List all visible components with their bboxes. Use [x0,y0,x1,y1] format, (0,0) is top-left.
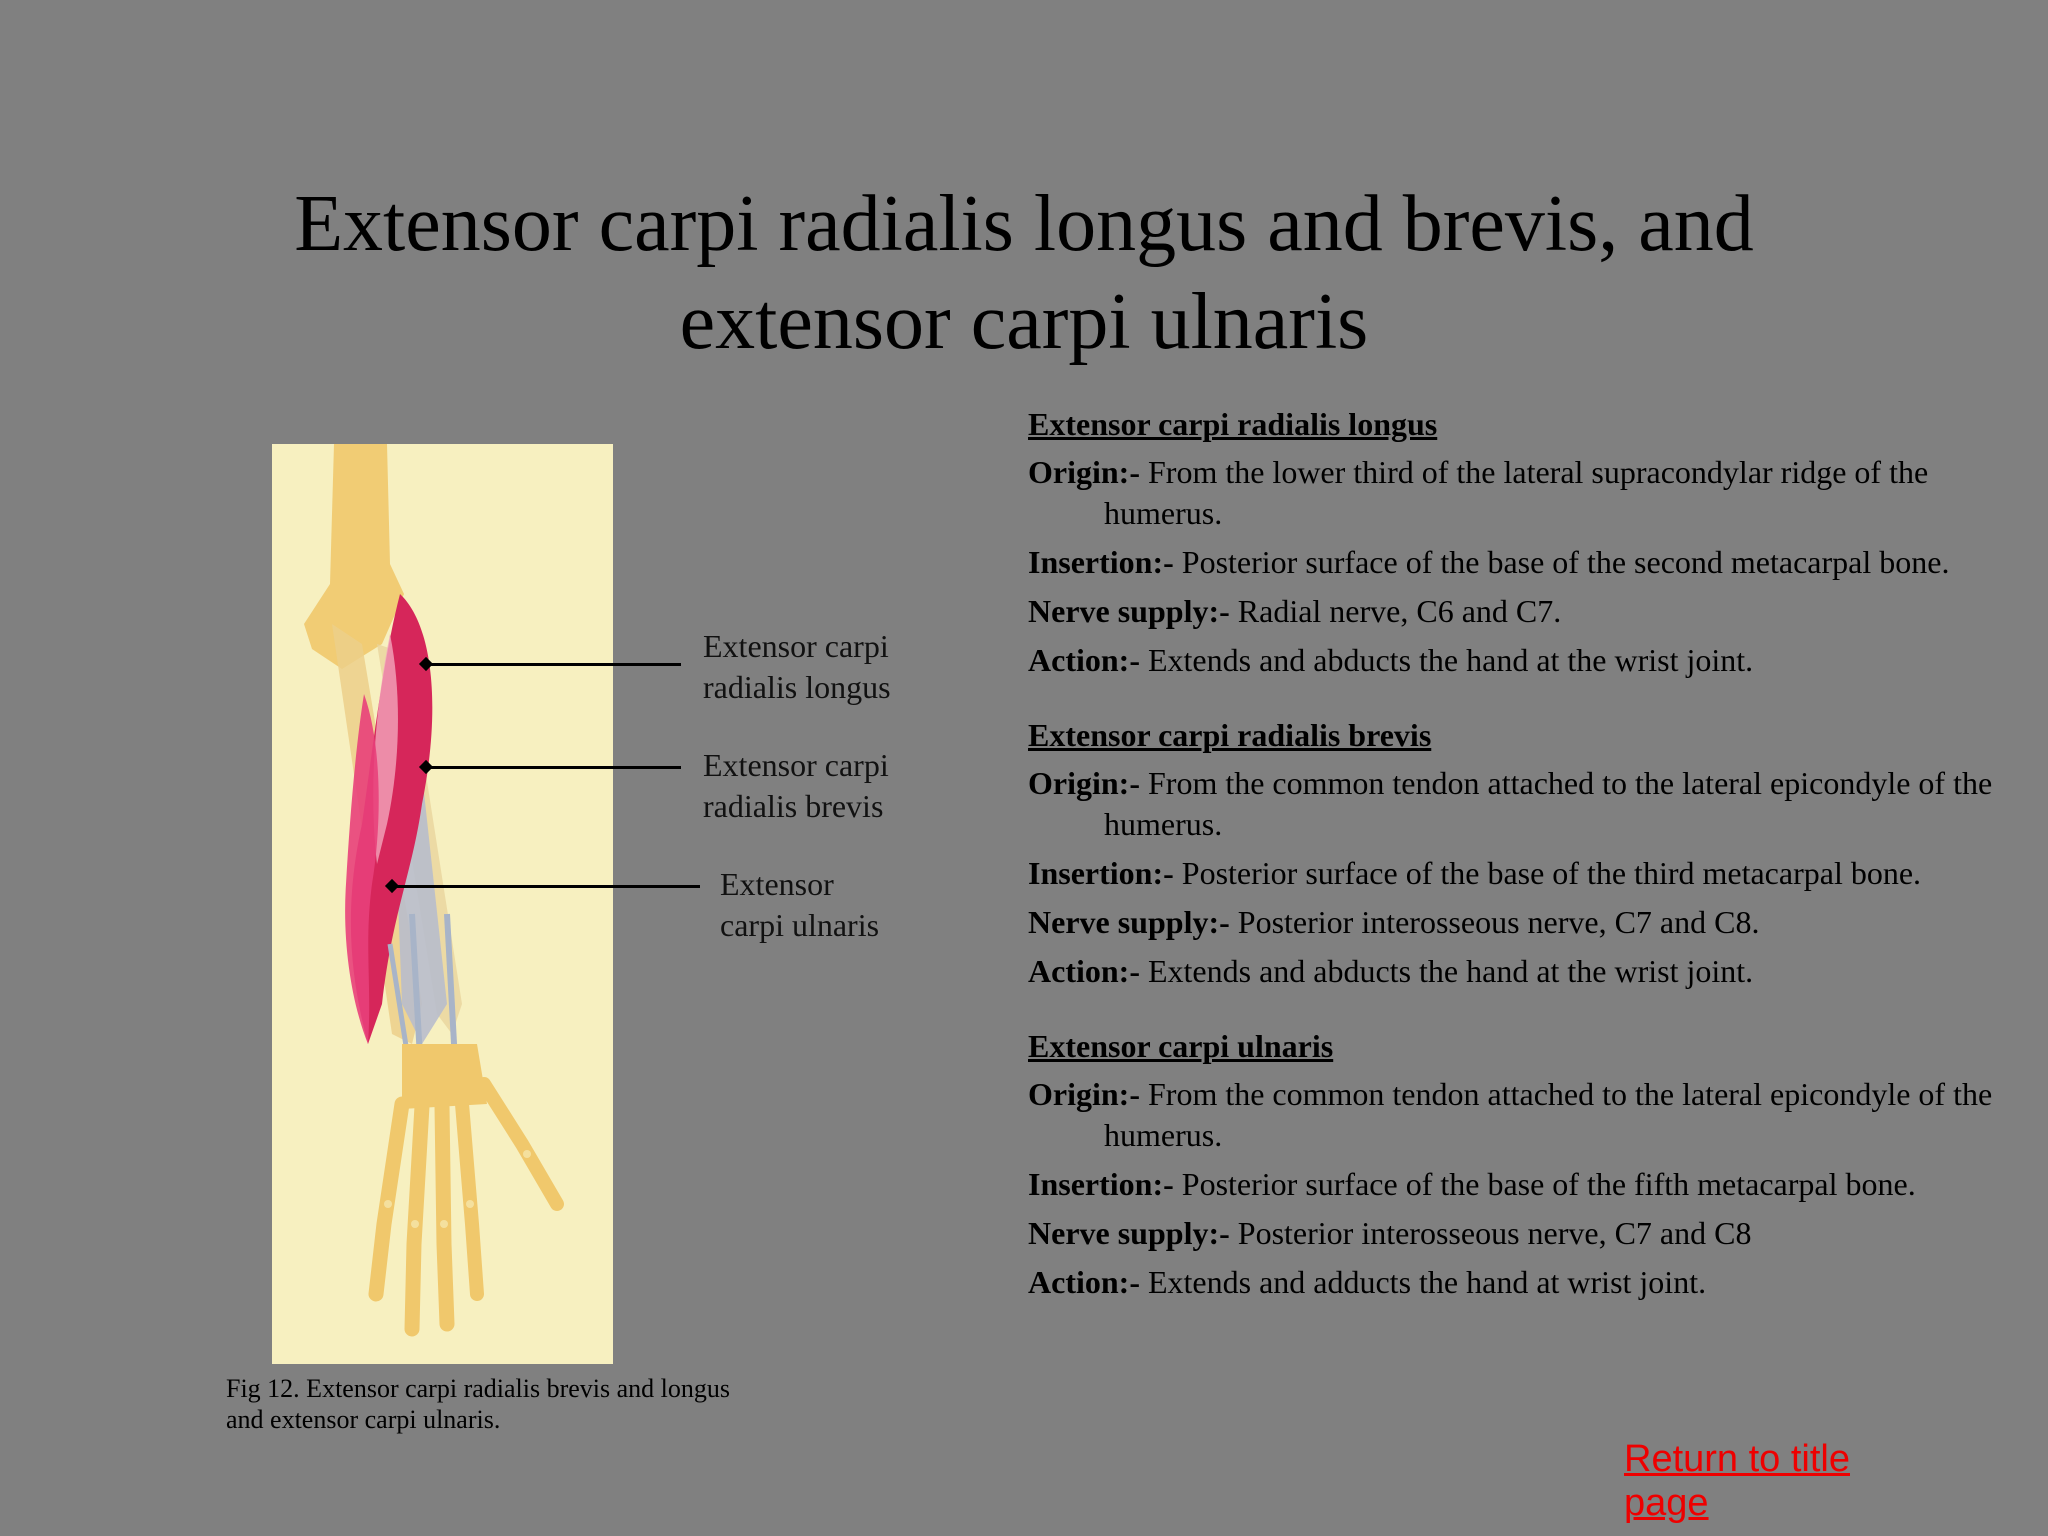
nerve-supply-label: Nerve supply:- [1028,593,1230,629]
leader-line-brevis [425,766,681,769]
callout-radialis-brevis [703,745,889,827]
insertion-text: Posterior surface of the base of the second metacarpal bone. [1173,544,1950,580]
insertion-entry [1028,542,2008,583]
nerve-supply-label: Nerve supply:- [1028,1215,1230,1251]
forearm-illustration [272,444,613,1364]
callout-line: Extensor carpi [703,747,889,783]
nerve-supply-text: Posterior interosseous nerve, C7 and C8. [1229,904,1760,940]
action-text: Extends and abducts the hand at the wrist joint. [1139,642,1754,678]
origin-label: Origin:- [1028,765,1140,801]
callout-line: carpi ulnaris [720,907,880,943]
insertion-entry [1028,853,2008,894]
insertion-entry [1028,1164,2008,1205]
slide-title-line-1: Extensor carpi radialis longus and brevis, and [294,180,1754,268]
section-radialis-longus [1028,404,2008,681]
return-to-title-link[interactable] [1624,1437,1924,1525]
origin-text: From the lower third of the lateral supracondylar ridge of the humerus. [1104,454,1929,531]
callout-line: radialis brevis [703,788,884,824]
action-text: Extends and abducts the hand at the wrist joint. [1139,953,1754,989]
figure-caption: Fig 12. Extensor carpi radialis brevis and longus and extensor carpi ulnaris. [226,1374,731,1434]
slide-title-line-2: extensor carpi ulnaris [679,278,1369,366]
leader-line-ulnaris [391,885,700,888]
origin-entry [1028,1074,2008,1156]
section-heading: Extensor carpi radialis longus [1028,406,1438,442]
forearm-anatomy-drawing [272,444,613,1364]
origin-text: From the common tendon attached to the lateral epicondyle of the humerus. [1104,765,1993,842]
callout-radialis-longus [703,626,891,708]
origin-entry [1028,452,2008,534]
callout-line: radialis longus [703,669,891,705]
callout-carpi-ulnaris [720,864,879,946]
origin-label: Origin:- [1028,1076,1140,1112]
insertion-text: Posterior surface of the base of the fifth metacarpal bone. [1173,1166,1916,1202]
section-heading: Extensor carpi ulnaris [1028,1028,1334,1064]
action-entry [1028,640,2008,681]
insertion-label: Insertion:- [1028,855,1174,891]
action-label: Action:- [1028,953,1140,989]
action-entry [1028,951,2008,992]
return-link-line-1: Return to title [1624,1438,1850,1480]
section-heading: Extensor carpi radialis brevis [1028,717,1432,753]
leader-line-longus [425,663,681,666]
nerve-supply-text: Radial nerve, C6 and C7. [1229,593,1562,629]
nerve-supply-entry [1028,1213,2008,1254]
callout-line: Extensor [720,866,834,902]
action-entry [1028,1262,2008,1303]
callout-line: Extensor carpi [703,628,889,664]
nerve-supply-label: Nerve supply:- [1028,904,1230,940]
section-carpi-ulnaris [1028,1026,2008,1303]
nerve-supply-entry [1028,902,2008,943]
nerve-supply-text: Posterior interosseous nerve, C7 and C8 [1229,1215,1752,1251]
action-label: Action:- [1028,1264,1140,1300]
insertion-label: Insertion:- [1028,1166,1174,1202]
muscle-descriptions [1028,404,2008,1337]
origin-entry [1028,763,2008,845]
nerve-supply-entry [1028,591,2008,632]
origin-text: From the common tendon attached to the lateral epicondyle of the humerus. [1104,1076,1993,1153]
action-text: Extends and adducts the hand at wrist joint. [1139,1264,1707,1300]
action-label: Action:- [1028,642,1140,678]
section-radialis-brevis [1028,715,2008,992]
insertion-text: Posterior surface of the base of the third metacarpal bone. [1173,855,1922,891]
slide-title [200,175,1848,371]
return-link-line-2: page [1624,1482,1709,1524]
origin-label: Origin:- [1028,454,1140,490]
insertion-label: Insertion:- [1028,544,1174,580]
